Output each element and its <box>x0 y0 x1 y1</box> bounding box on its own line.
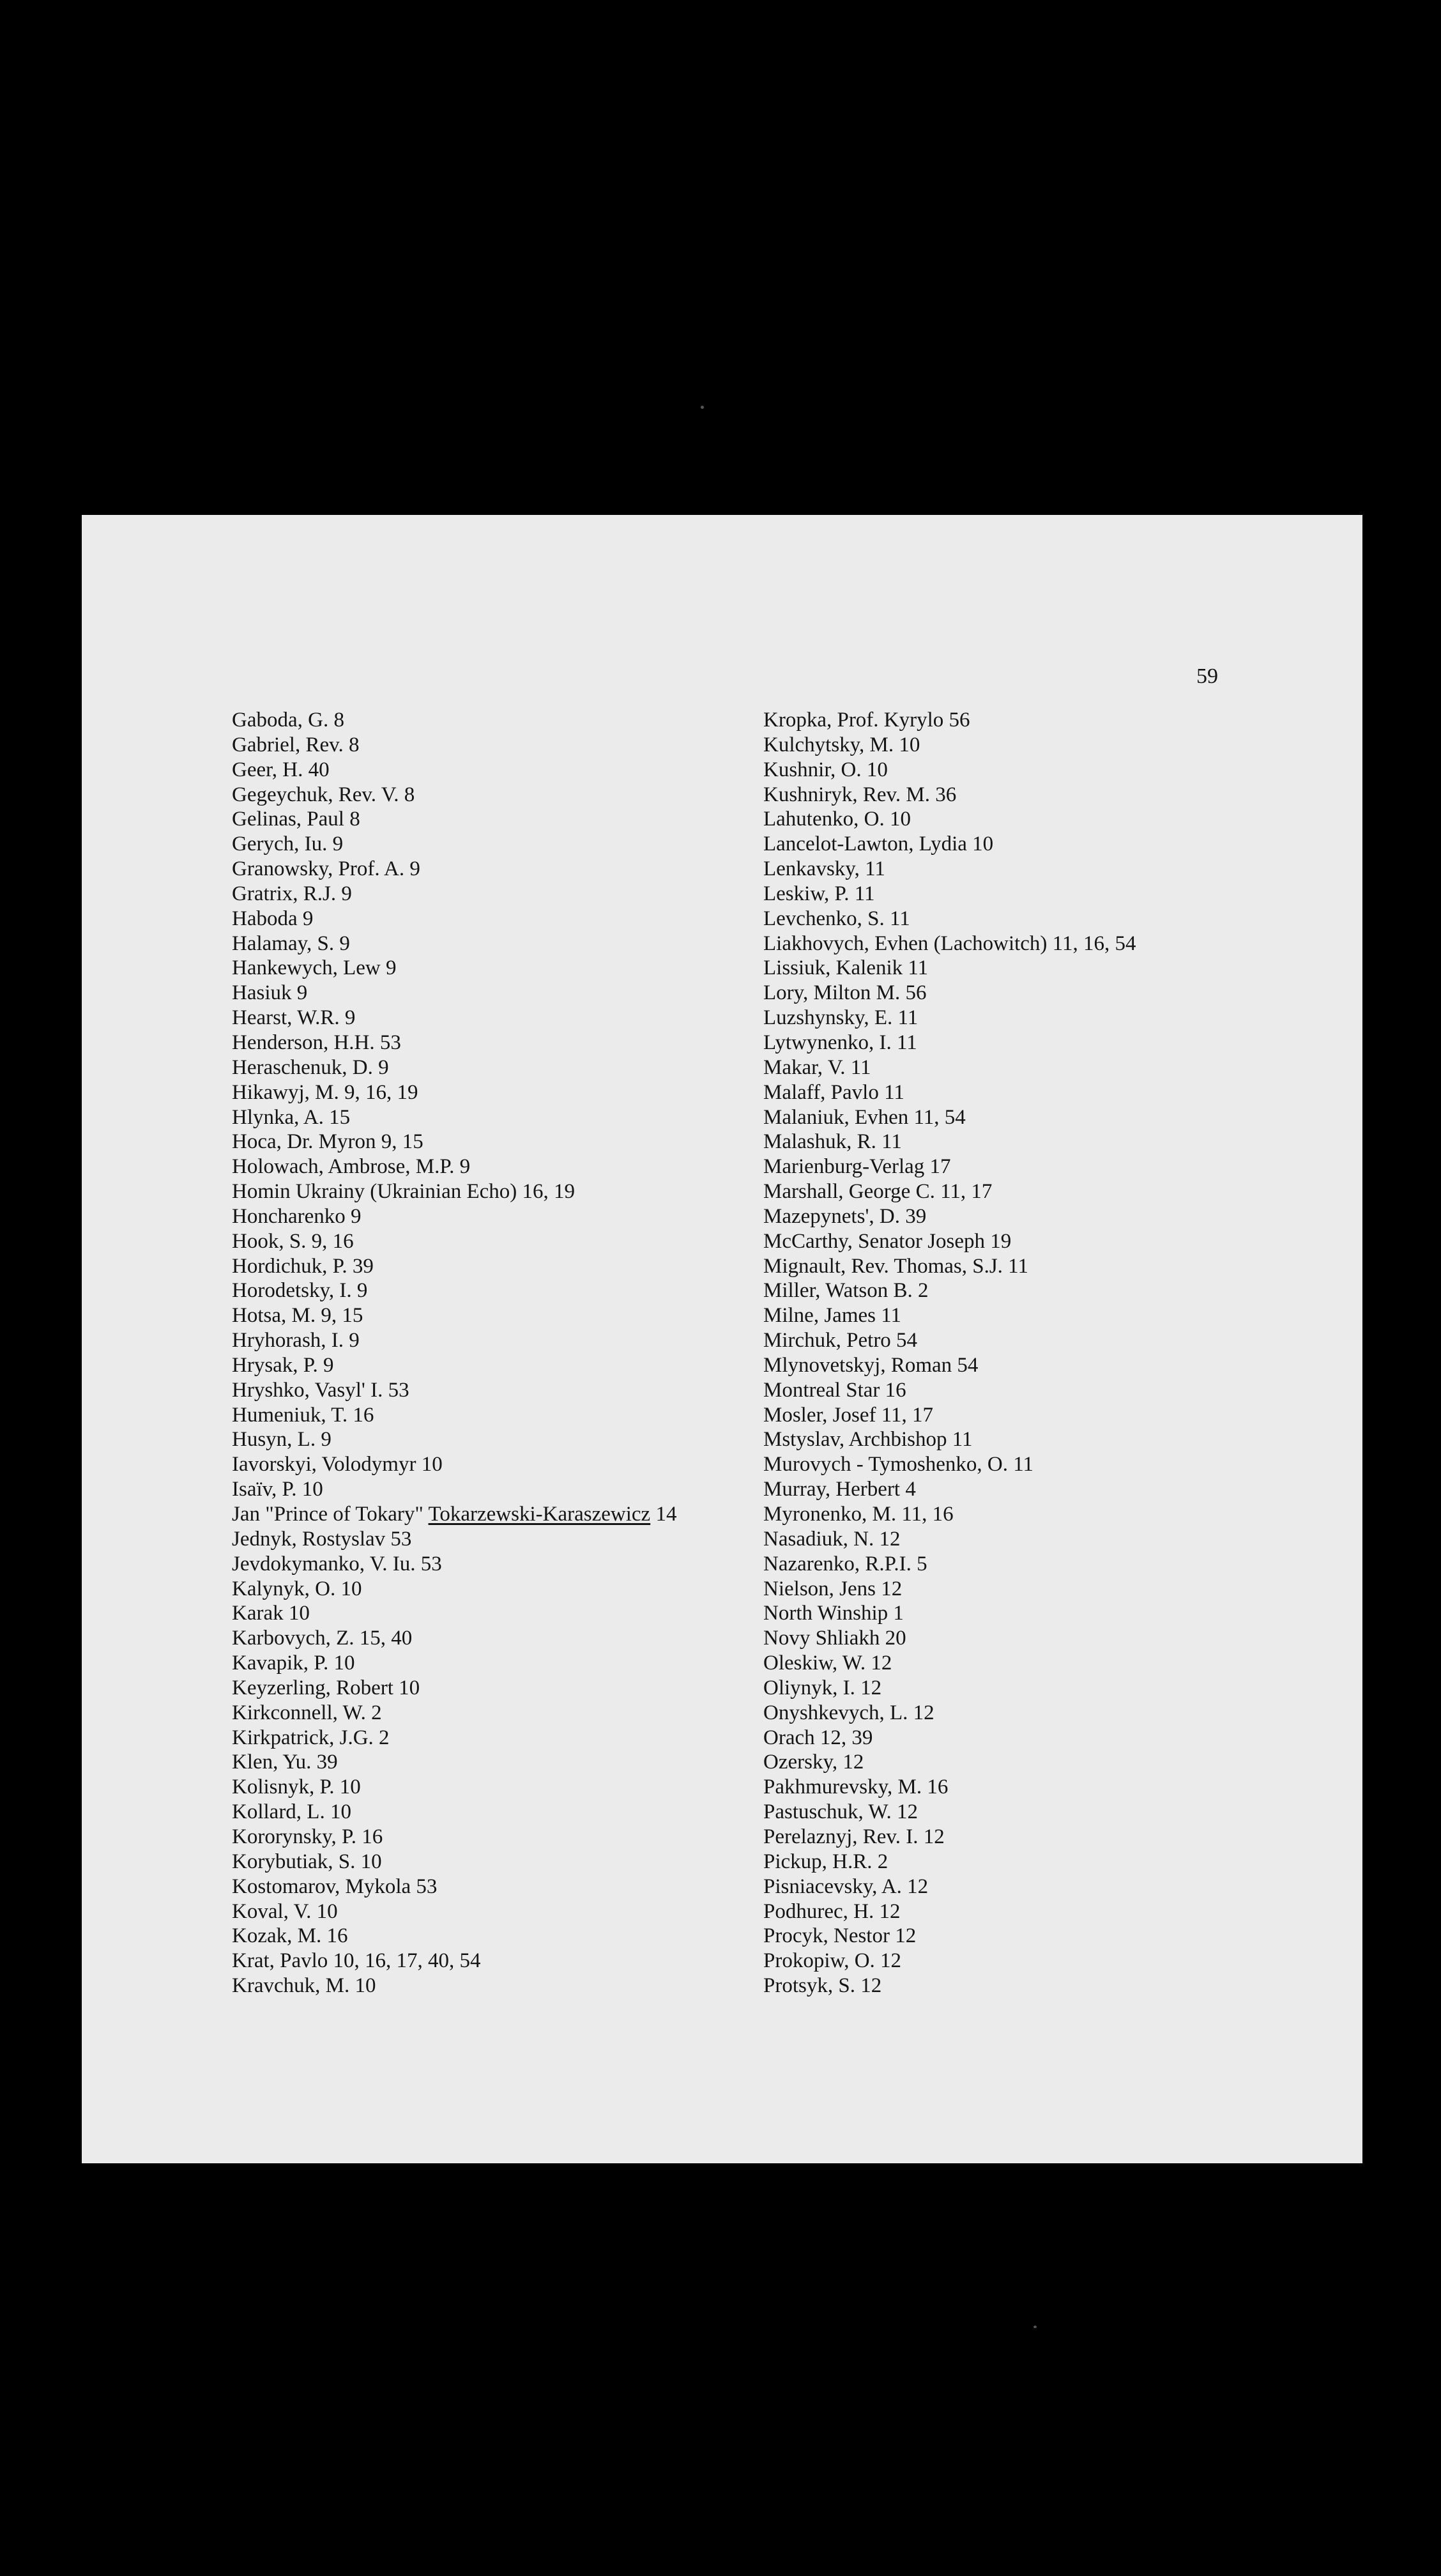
index-entry: Honcharenko 9 <box>232 1204 362 1228</box>
index-entry: Nasadiuk, N. 12 <box>763 1527 901 1551</box>
dust-speck <box>1033 2326 1037 2328</box>
index-entry: Mlynovetskyj, Roman 54 <box>763 1353 979 1377</box>
index-entry: Mosler, Josef 11, 17 <box>763 1403 934 1427</box>
index-entry: Hoca, Dr. Myron 9, 15 <box>232 1130 423 1154</box>
index-entry: Husyn, L. 9 <box>232 1428 332 1452</box>
index-entry: Mirchuk, Petro 54 <box>763 1329 918 1353</box>
index-entry: Murovych - Tymoshenko, O. 11 <box>763 1453 1033 1476</box>
index-entry: Pisniacevsky, A. 12 <box>763 1874 929 1898</box>
index-entry: Lenkavsky, 11 <box>763 857 885 881</box>
index-entry: Lissiuk, Kalenik 11 <box>763 956 929 980</box>
index-entry: Gabriel, Rev. 8 <box>232 733 360 756</box>
index-entry: Lahutenko, O. 10 <box>763 808 911 831</box>
index-entry: Mignault, Rev. Thomas, S.J. 11 <box>763 1254 1028 1278</box>
index-entry: Kirkpatrick, J.G. 2 <box>232 1726 390 1749</box>
index-entry: Lancelot-Lawton, Lydia 10 <box>763 832 994 856</box>
index-entry: Gelinas, Paul 8 <box>232 808 360 831</box>
index-entry: Perelaznyj, Rev. I. 12 <box>763 1825 945 1848</box>
index-entry: Ozersky, 12 <box>763 1751 864 1774</box>
index-entry: Kostomarov, Mykola 53 <box>232 1874 438 1898</box>
index-entry: Pastuschuk, W. 12 <box>763 1800 919 1824</box>
index-entry: Gratrix, R.J. 9 <box>232 882 352 905</box>
index-entry: Krat, Pavlo 10, 16, 17, 40, 54 <box>232 1949 481 1973</box>
index-entry: Nielson, Jens 12 <box>763 1577 903 1600</box>
index-entry: Kushniryk, Rev. M. 36 <box>763 783 957 806</box>
index-entry: Iavorskyi, Volodymyr 10 <box>232 1453 443 1476</box>
index-entry: Levchenko, S. 11 <box>763 907 910 930</box>
index-entry: Isaïv, P. 10 <box>232 1478 323 1501</box>
index-entry: Heraschenuk, D. 9 <box>232 1055 389 1079</box>
index-entry: Henderson, H.H. 53 <box>232 1031 401 1054</box>
index-entry: Jevdokymanko, V. Iu. 53 <box>232 1552 442 1575</box>
index-entry: Orach 12, 39 <box>763 1726 873 1749</box>
index-entry: Gegeychuk, Rev. V. 8 <box>232 783 415 806</box>
index-entry: Podhurec, H. 12 <box>763 1899 901 1923</box>
index-entry: Lory, Milton M. 56 <box>763 981 927 1005</box>
index-entry: Malaniuk, Evhen 11, 54 <box>763 1105 966 1129</box>
index-entry: Karak 10 <box>232 1602 310 1625</box>
index-entry: Humeniuk, T. 16 <box>232 1403 374 1427</box>
index-entry: Hotsa, M. 9, 15 <box>232 1304 363 1328</box>
index-entry: Horodetsky, I. 9 <box>232 1279 368 1303</box>
jan-entry-underlined-name: Tokarzewski-Karaszewicz <box>428 1503 651 1526</box>
jan-entry-prefix: Jan "Prince of Tokary" <box>232 1503 429 1526</box>
index-entry: Nazarenko, R.P.I. 5 <box>763 1552 927 1575</box>
index-entry: Marienburg-Verlag 17 <box>763 1155 951 1179</box>
index-entry: Mstyslav, Archbishop 11 <box>763 1428 973 1452</box>
index-entry: Koval, V. 10 <box>232 1899 338 1923</box>
index-entry: Prokopiw, O. 12 <box>763 1949 902 1973</box>
index-entry: Hordichuk, P. 39 <box>232 1254 374 1278</box>
index-entry: North Winship 1 <box>763 1602 904 1625</box>
index-entry: Holowach, Ambrose, M.P. 9 <box>232 1155 471 1179</box>
index-entry: Karbovych, Z. 15, 40 <box>232 1627 413 1650</box>
index-column-left <box>232 708 676 1998</box>
jan-entry-page: 14 <box>650 1503 677 1526</box>
index-entry: Korybutiak, S. 10 <box>232 1850 382 1873</box>
dust-speck <box>701 406 704 409</box>
index-entry: Kozak, M. 16 <box>232 1924 348 1948</box>
index-entry-jan <box>232 1502 676 1527</box>
index-entry: Hikawyj, M. 9, 16, 19 <box>232 1080 418 1104</box>
index-entry: Montreal Star 16 <box>763 1378 906 1402</box>
index-entry: Gaboda, G. 8 <box>232 709 344 732</box>
index-entry: Makar, V. 11 <box>763 1055 871 1079</box>
page-number: 59 <box>1196 664 1218 688</box>
index-entry: Hrysak, P. 9 <box>232 1353 334 1377</box>
index-entry: Kravchuk, M. 10 <box>232 1974 376 1998</box>
index-entry: Hryshko, Vasyl' I. 53 <box>232 1378 409 1402</box>
index-entry: Onyshkevych, L. 12 <box>763 1701 934 1724</box>
index-entry: Protsyk, S. 12 <box>763 1974 882 1998</box>
index-entry: Novy Shliakh 20 <box>763 1627 906 1650</box>
index-entry: Oliynyk, I. 12 <box>763 1676 882 1699</box>
index-entry: Marshall, George C. 11, 17 <box>763 1180 993 1204</box>
index-entry: Leskiw, P. 11 <box>763 882 875 905</box>
index-entry: Hlynka, A. 15 <box>232 1105 351 1129</box>
index-entry: Kavapik, P. 10 <box>232 1652 355 1675</box>
index-entry: Haboda 9 <box>232 907 314 930</box>
index-entry: Kropka, Prof. Kyrylo 56 <box>763 709 970 732</box>
index-entry: Jednyk, Rostyslav 53 <box>232 1527 412 1551</box>
index-entry: Miller, Watson B. 2 <box>763 1279 929 1303</box>
index-entry: Oleskiw, W. 12 <box>763 1652 892 1675</box>
index-entry: Gerych, Iu. 9 <box>232 832 344 856</box>
index-column-right <box>763 708 1136 1998</box>
index-entry: Granowsky, Prof. A. 9 <box>232 857 420 881</box>
index-entry: Kirkconnell, W. 2 <box>232 1701 382 1724</box>
index-entry: Luzshynsky, E. 11 <box>763 1006 919 1030</box>
index-entry: Pakhmurevsky, M. 16 <box>763 1775 949 1799</box>
index-entry: Mazepynets', D. 39 <box>763 1204 927 1228</box>
index-entry: Lytwynenko, I. 11 <box>763 1031 917 1054</box>
index-entry: Hryhorash, I. 9 <box>232 1329 360 1353</box>
index-entry: Hasiuk 9 <box>232 981 308 1005</box>
index-entry: Myronenko, M. 11, 16 <box>763 1503 954 1526</box>
index-entry: Liakhovych, Evhen (Lachowitch) 11, 16, 54 <box>763 931 1136 955</box>
index-entry: Kulchytsky, M. 10 <box>763 733 920 756</box>
index-entry: Klen, Yu. 39 <box>232 1751 338 1774</box>
index-entry: Geer, H. 40 <box>232 758 330 781</box>
index-entry: Kalynyk, O. 10 <box>232 1577 362 1600</box>
index-entry: Kushnir, O. 10 <box>763 758 888 781</box>
index-entry: Milne, James 11 <box>763 1304 901 1328</box>
index-entry: Malaff, Pavlo 11 <box>763 1080 904 1104</box>
index-entry: Keyzerling, Robert 10 <box>232 1676 420 1699</box>
index-entry: Kollard, L. 10 <box>232 1800 351 1824</box>
index-entry: Hearst, W.R. 9 <box>232 1006 356 1030</box>
index-entry: Malashuk, R. 11 <box>763 1130 902 1154</box>
index-entry: Hook, S. 9, 16 <box>232 1229 354 1253</box>
index-entry: McCarthy, Senator Joseph 19 <box>763 1229 1012 1253</box>
index-entry: Kororynsky, P. 16 <box>232 1825 383 1848</box>
index-entry: Procyk, Nestor 12 <box>763 1924 917 1948</box>
index-entry: Hankewych, Lew 9 <box>232 956 397 980</box>
index-entry: Murray, Herbert 4 <box>763 1478 916 1501</box>
index-page <box>82 515 1362 2163</box>
index-entry: Homin Ukrainy (Ukrainian Echo) 16, 19 <box>232 1180 576 1204</box>
index-entry: Halamay, S. 9 <box>232 931 350 955</box>
index-entry: Pickup, H.R. 2 <box>763 1850 888 1873</box>
index-entry: Kolisnyk, P. 10 <box>232 1775 361 1799</box>
